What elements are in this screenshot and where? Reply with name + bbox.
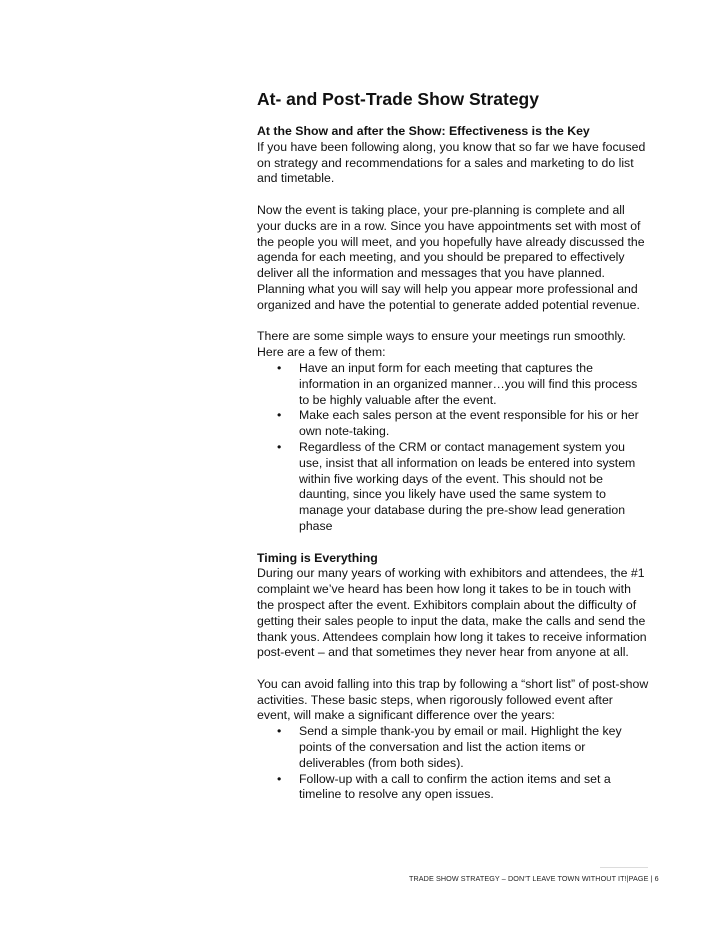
footer-divider — [600, 867, 648, 868]
meeting-tips-list — [257, 361, 649, 535]
paragraph-intro: If you have been following along, you know that so far we have focused on strategy and recommendations for a sales and marketing to do list and timetable. — [257, 139, 646, 186]
list-item — [257, 440, 649, 535]
post-show-list — [257, 724, 649, 803]
page-title: At- and Post-Trade Show Strategy — [257, 89, 539, 109]
section-heading-timing: Timing is Everything — [257, 550, 378, 565]
bullet-icon: • — [277, 771, 282, 786]
paragraph-meetings: There are some simple ways to ensure your meetings run smoothly. Here are a few of them: — [257, 329, 626, 360]
paragraph-event: Now the event is taking place, your pre-planning is complete and all your ducks are in a row. Since you have appointments set with most of the people you will meet, and you hopefully have already discussed the agenda for each meeting, and you should be prepared to effectively deliver all the information and messages that you have planned. Planning what you will say will help you appear more professional and organized and have the potential to generate added potential revenue. — [257, 202, 645, 312]
paragraph-short-list: You can avoid falling into this trap by following a “short list” of post-show activities. These basic steps, when rigorously followed event after event, will make a significant difference over the years: — [257, 676, 649, 723]
list-item — [257, 772, 649, 804]
list-item-text: Regardless of the CRM or contact management system you use, insist that all information on leads be entered into system within five working days of the event. This should not be daunting, since you likely have used the same system to manage your database during the pre-show lead generation phase — [299, 439, 636, 533]
section-heading-effectiveness: At the Show and after the Show: Effectiveness is the Key — [257, 124, 590, 138]
paragraph-complaints: During our many years of working with exhibitors and attendees, the #1 complaint we’ve heard has been how long it takes to be in touch with the prospect after the event. Exhibitors complain about the difficulty of getting their sales people to input the data, make the calls and send the thank yous. Attendees complain how long it takes to receive information post-event – and that sometimes they never hear from anyone at all. — [257, 566, 647, 660]
list-item-text: Send a simple thank-you by email or mail. Highlight the key points of the conversation and list the action items or deliverables (from both sides). — [299, 724, 622, 770]
list-item — [257, 361, 649, 408]
list-item-text: Make each sales person at the event responsible for his or her own note-taking. — [299, 408, 639, 439]
list-item-text: Follow-up with a call to confirm the action items and set a timeline to resolve any open issues. — [299, 771, 611, 802]
document-page — [257, 88, 649, 819]
list-item-text: Have an input form for each meeting that captures the information in an organized manner…you will find this process to be highly valuable after the event. — [299, 360, 638, 407]
page-footer: TRADE SHOW STRATEGY – DON’T LEAVE TOWN WITHOUT IT!|PAGE | 6 — [409, 874, 659, 883]
bullet-icon: • — [277, 408, 282, 423]
bullet-icon: • — [277, 724, 282, 739]
list-item — [257, 724, 649, 771]
list-item — [257, 408, 649, 440]
bullet-icon: • — [277, 439, 282, 454]
bullet-icon: • — [277, 360, 282, 375]
